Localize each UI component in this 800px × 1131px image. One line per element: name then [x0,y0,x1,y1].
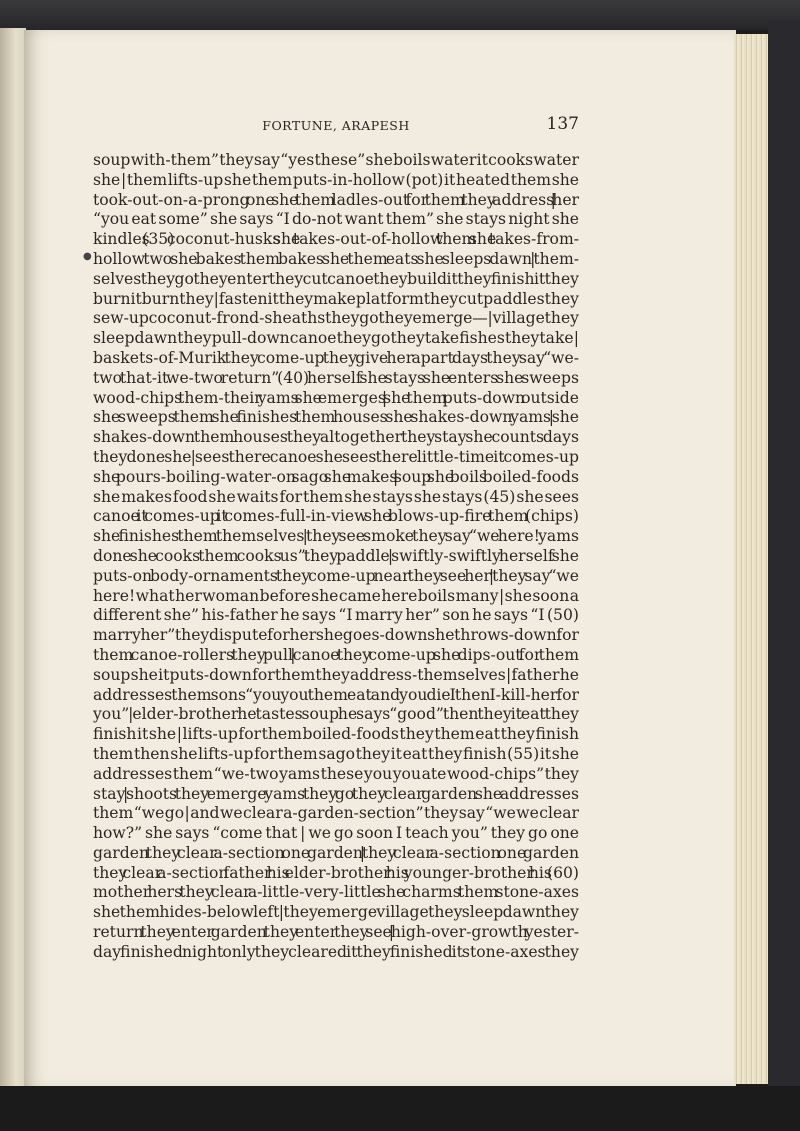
text-line: she finishes them themselves | they see smoke they say “we here! yams [93,527,579,546]
body-text [93,151,579,963]
text-line: sleep dawn they pull-down canoe they go they take fishes they take | [93,329,579,348]
text-line: sew-up coconut-frond-sheaths they go they emerge — | village they [93,309,579,328]
text-line: they clear a-section father his elder-brother his younger-brother his (60) [93,863,579,882]
text-line: soup she it puts-down for them they address-themselves | father he [93,665,579,684]
text-line: burn it burn they | fasten it they make platform they cut paddles they [93,289,579,308]
text-line: she | them lifts-up she them puts-in-hollow (pot) it heated them she [93,170,579,189]
text-line: mother hers they clear a-little-very-little she charms them stone-axes [93,883,579,902]
text-line: them “we go | and we clear a-garden-section” they say “we we clear [93,804,579,823]
facing-page-edge [0,28,26,1088]
text-line: baskets-of-Murik they come-up they give her apart days they say “we- [93,348,579,367]
text-line: shakes-down them houses they altogether they stay she counts days [93,428,579,447]
text-line: “you eat some” she says “I do-not want them” she stays night she [93,210,579,229]
text-line: puts-on body-ornaments they come-up near they see her | they say “we [93,566,579,585]
book-top-edge [0,0,800,30]
text-line: addresses them “we-two yams these you you ate wood-chips” they [93,764,579,783]
text-line: garden they clear a-section one garden | they clear a-section one garden [93,843,579,862]
text-line: how?” she says “come that | we go soon I teach you” they go one [93,824,579,843]
text-line: day finished night only they cleared it they finished it stone-axes they [93,942,579,961]
text-line: return they enter garden they enter they see | high-over-growth yester- [93,923,579,942]
book-cover-edge [768,20,800,1110]
text-line: she sweeps them she finishes them houses she shakes-down yams | she [93,408,579,427]
text-line: finish it she | lifts-up for them boiled-foods they them eat they finish [93,725,579,744]
text-line: kindles (35) coconut-husks she takes-out-of-hollow them she takes-from- [93,230,579,249]
text-line: she them hides-below left | they emerge village they sleep dawn they [93,903,579,922]
margin-dot: ● [83,251,92,262]
text-line: marry her” they dispute for her she goes-down she throws-down for [93,626,579,645]
text-line: she makes food she waits for them she stays she stays (45) she sees [93,487,579,506]
text-line: here! what her woman before she came here boils many | she soon a [93,586,579,605]
text-line: wood-chips them-their yams she emerges | she them puts-down outside [93,388,579,407]
text-line: soup with-them” they say “yes these” she boils water it cooks water [93,151,579,169]
page-stack-edges [734,34,770,1084]
text-line: different she” his-father he says “I marry her” son he says “I (50) [93,606,579,625]
text-line: canoe it comes-up it comes-full-in-view she blows-up-fire them (chips) [93,507,579,526]
text-line: she pours-boiling-water-on sago she makes | soup she boils boiled-foods [93,467,579,486]
text-line: two that-it we-two return” (40) herself she stays she enters she sweeps [93,368,579,387]
text-line: took-out-on-a-prong one she them ladles-out for them they address | her [93,190,579,209]
text-line: them canoe-rollers they pull | canoe they come-up she dips-out for them [93,645,579,664]
running-head [93,114,579,136]
text-line: they done she | sees there canoe she sees there little-time it comes-up [93,447,579,466]
book-bottom-edge [0,1086,800,1131]
text-line: you” | elder-brother he tastes soup he says “good” then they it eat they [93,705,579,724]
text-line: addresses them sons “you you them eat and you die I then I-kill-her for [93,685,579,704]
text-line: selves they go they enter they cut canoe they build it they finish it they [93,269,579,288]
text-line: done she cooks them cooks us” they paddle | swiftly-swiftly herself she [93,546,579,565]
running-title: FORTUNE, ARAPESH [262,118,410,133]
text-line: hollow two she bakes them bakes she them eats she sleeps dawn | them- [93,249,579,268]
page-number: 137 [546,114,579,134]
text-line: them then she lifts-up for them sago they it eat they finish (55) it she [93,744,579,763]
text-line: stay | shoots they emerge yams they go they clear garden she addresses [93,784,579,803]
